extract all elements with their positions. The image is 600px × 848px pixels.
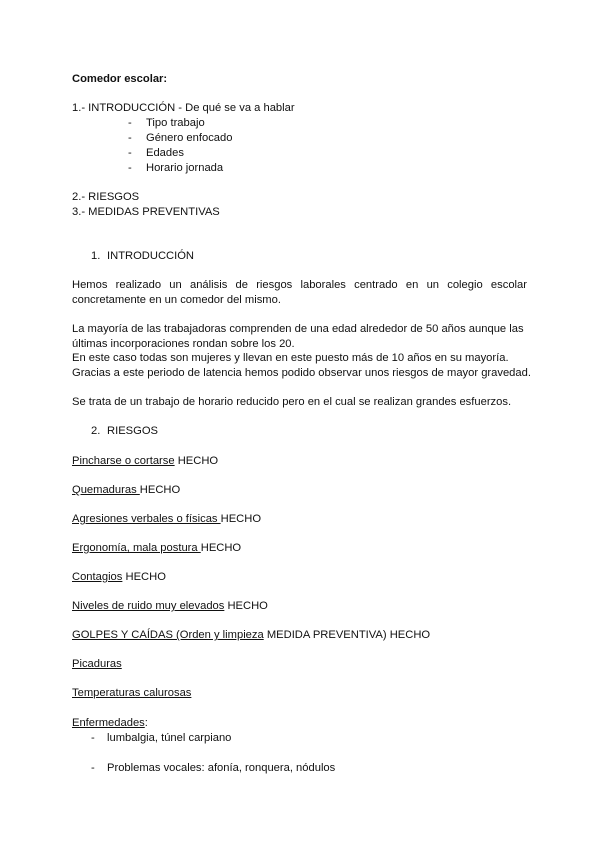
disease-dash: - [91,732,95,744]
outline-dash: - [128,147,132,159]
intro-paragraph-2: La mayoría de las trabajadoras comprenden de una edad alrededor de 50 años aunque las últimas incorporaciones rondan sobre los 20. [72,323,524,350]
section-1-heading: INTRODUCCIÓN [107,250,195,262]
risk-item: Ergonomía, mala postura HECHO [72,542,242,554]
outline-dash: - [128,132,132,144]
risk-item: Niveles de ruido muy elevados HECHO [72,600,268,612]
outline-subitem: Tipo trabajo [146,117,205,129]
risk-item: Picaduras [72,658,122,670]
outline-subitem: Horario jornada [146,162,224,174]
risk-item: Agresiones verbales o físicas HECHO [72,513,262,525]
document-title: Comedor escolar: [72,73,168,85]
disease-item: lumbalgia, túnel carpiano [107,732,232,744]
risk-item: Pincharse o cortarse HECHO [72,455,219,467]
outline-dash: - [128,117,132,129]
intro-paragraph-3: Se trata de un trabajo de horario reducido pero en el cual se realizan grandes esfuerzos. [72,396,512,408]
intro-paragraph-1: Hemos realizado un análisis de riesgos laborales centrado en un colegio escolar concretamente en un comedor del mismo. [72,279,527,306]
outline-item-3: 3.- MEDIDAS PREVENTIVAS [72,206,220,218]
outline-dash: - [128,162,132,174]
section-2-heading: RIESGOS [107,425,158,437]
risk-item: Quemaduras HECHO [72,484,181,496]
disease-dash: - [91,762,95,774]
intro-paragraph-2-line-3: Gracias a este periodo de latencia hemos podido observar unos riesgos de mayor gravedad. [72,367,531,379]
outline-subitem: Género enfocado [146,132,233,144]
outline-item-2: 2.- RIESGOS [72,191,140,203]
risk-item: GOLPES Y CAÍDAS (Orden y limpieza MEDIDA PREVENTIVA) HECHO [72,629,431,641]
section-2-number: 2. [91,425,101,437]
diseases-heading: Enfermedades: [72,717,148,729]
section-1-number: 1. [91,250,101,262]
risk-item: Temperaturas calurosas [72,687,192,699]
intro-paragraph-2-line-2: En este caso todas son mujeres y llevan en este puesto más de 10 años en su mayoría. [72,352,509,364]
risk-item: Contagios HECHO [72,571,166,583]
disease-item: Problemas vocales: afonía, ronquera, nódulos [107,762,336,774]
outline-item-1: 1.- INTRODUCCIÓN - De qué se va a hablar [72,102,295,114]
outline-subitem: Edades [146,147,184,159]
